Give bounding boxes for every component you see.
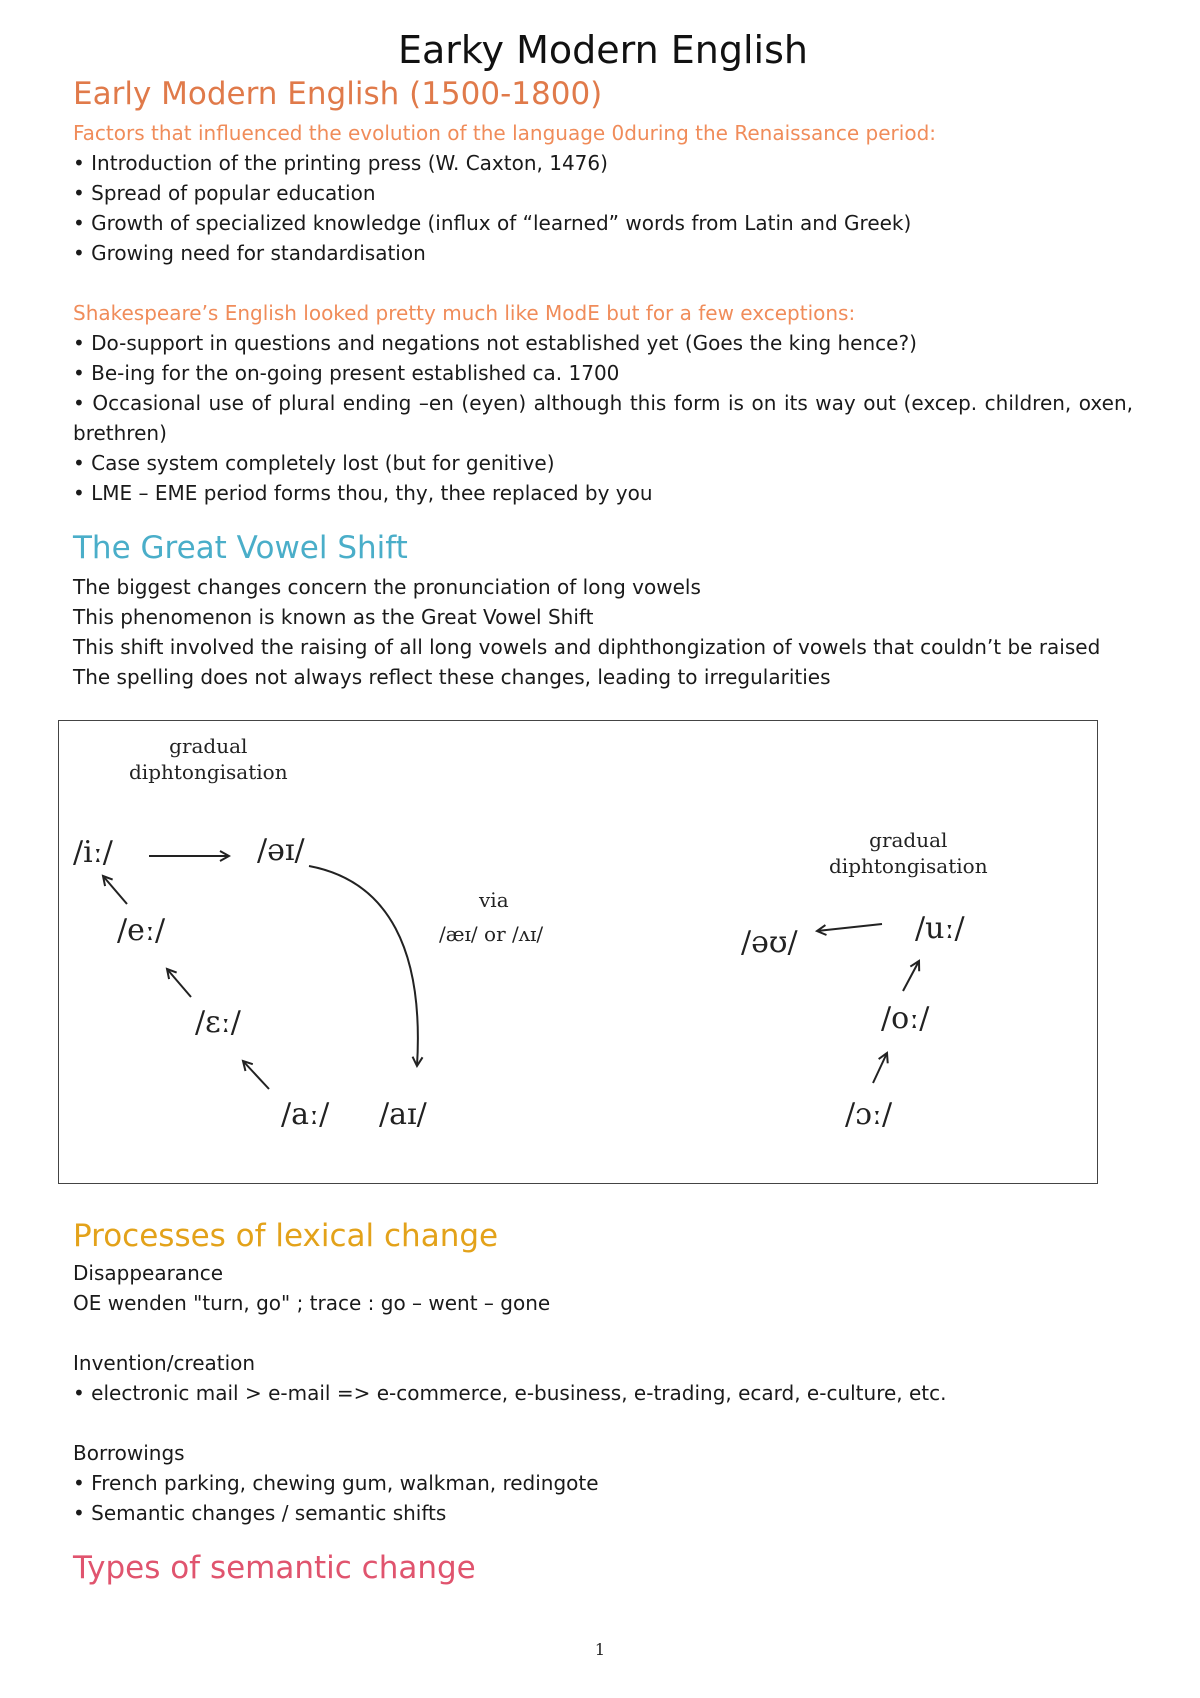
- arrow-eh-to-e: [167, 969, 191, 997]
- heading-great-vowel-shift: The Great Vowel Shift: [73, 530, 408, 566]
- exception-item: • Be-ing for the on-going present established ca. 1700: [73, 361, 620, 385]
- arrow-o-to-u: [903, 961, 919, 991]
- note-gradual-left: gradual diphtongisation: [129, 734, 288, 784]
- borrowing-item: • Semantic changes / semantic shifts: [73, 1501, 447, 1525]
- arrow-a-to-eh: [243, 1061, 269, 1089]
- gvs-line: This phenomenon is known as the Great Vowel Shift: [73, 605, 594, 629]
- vowel-label: /aɪ/: [379, 1097, 427, 1132]
- shakespeare-intro: Shakespeare’s English looked pretty much like ModE but for a few exceptions:: [73, 301, 856, 325]
- document-title: Earky Modern English: [397, 28, 808, 72]
- note-via-forms: /æɪ/ or /ʌɪ/: [439, 922, 544, 946]
- borrowing-item: • French parking, chewing gum, walkman, redingote: [73, 1471, 599, 1495]
- vowel-label: /iː/: [73, 835, 113, 870]
- arrow-e-to-i: [103, 876, 127, 904]
- vowel-shift-arrows: [59, 721, 1099, 1185]
- factor-item: • Introduction of the printing press (W. Caxton, 1476): [73, 151, 608, 175]
- vowel-label: /aː/: [281, 1097, 330, 1132]
- vowel-label: /oː/: [881, 1001, 930, 1036]
- invention-label: Invention/creation: [73, 1351, 256, 1375]
- disappearance-label: Disappearance: [73, 1261, 224, 1285]
- gvs-line: The biggest changes concern the pronunciation of long vowels: [73, 575, 701, 599]
- borrowings-label: Borrowings: [73, 1441, 185, 1465]
- vowel-label: /ɔː/: [845, 1097, 893, 1132]
- heading-early-modern-english: Early Modern English (1500-1800): [73, 76, 603, 112]
- page-number: 1: [594, 1640, 606, 1659]
- arrow-u-to-ou: [817, 924, 882, 931]
- factor-item: • Growth of specialized knowledge (influx of “learned” words from Latin and Greek): [73, 211, 912, 235]
- note-gradual-right: gradual diphtongisation: [829, 828, 988, 878]
- vowel-label: /əʊ/: [741, 925, 798, 960]
- document-page: [73, 28, 1133, 1586]
- gvs-line: The spelling does not always reflect these changes, leading to irregularities: [73, 665, 831, 689]
- exception-item: • Occasional use of plural ending –en (eyen) although this form is on its way out (excep. children, oxen, brethren): [73, 391, 1133, 445]
- factors-intro: Factors that influenced the evolution of the language 0during the Renaissance period:: [73, 121, 937, 145]
- heading-semantic-change: Types of semantic change: [73, 1550, 476, 1586]
- vowel-label: /uː/: [915, 911, 965, 946]
- vowel-label: /eː/: [117, 913, 166, 948]
- heading-lexical-change: Processes of lexical change: [73, 1218, 499, 1254]
- arrow-ei-to-ai: [309, 866, 418, 1066]
- gvs-line: This shift involved the raising of all long vowels and diphthongization of vowels that couldn’t be raised: [73, 635, 1101, 659]
- exception-item: • LME – EME period forms thou, thy, thee replaced by you: [73, 481, 653, 505]
- note-via: via: [479, 888, 509, 912]
- factor-item: • Growing need for standardisation: [73, 241, 426, 265]
- exception-item: • Case system completely lost (but for genitive): [73, 451, 555, 475]
- vowel-shift-diagram: [58, 720, 1098, 1184]
- invention-example: • electronic mail > e-mail => e-commerce, e-business, e-trading, ecard, e-culture, etc.: [73, 1381, 947, 1405]
- vowel-label: /əɪ/: [257, 833, 305, 868]
- vowel-label: /ɛː/: [195, 1005, 241, 1040]
- exception-item: • Do-support in questions and negations not established yet (Goes the king hence?): [73, 331, 917, 355]
- arrow-oh-to-o: [873, 1053, 887, 1083]
- factor-item: • Spread of popular education: [73, 181, 376, 205]
- disappearance-example: OE wenden "turn, go" ; trace : go – went – gone: [73, 1291, 551, 1315]
